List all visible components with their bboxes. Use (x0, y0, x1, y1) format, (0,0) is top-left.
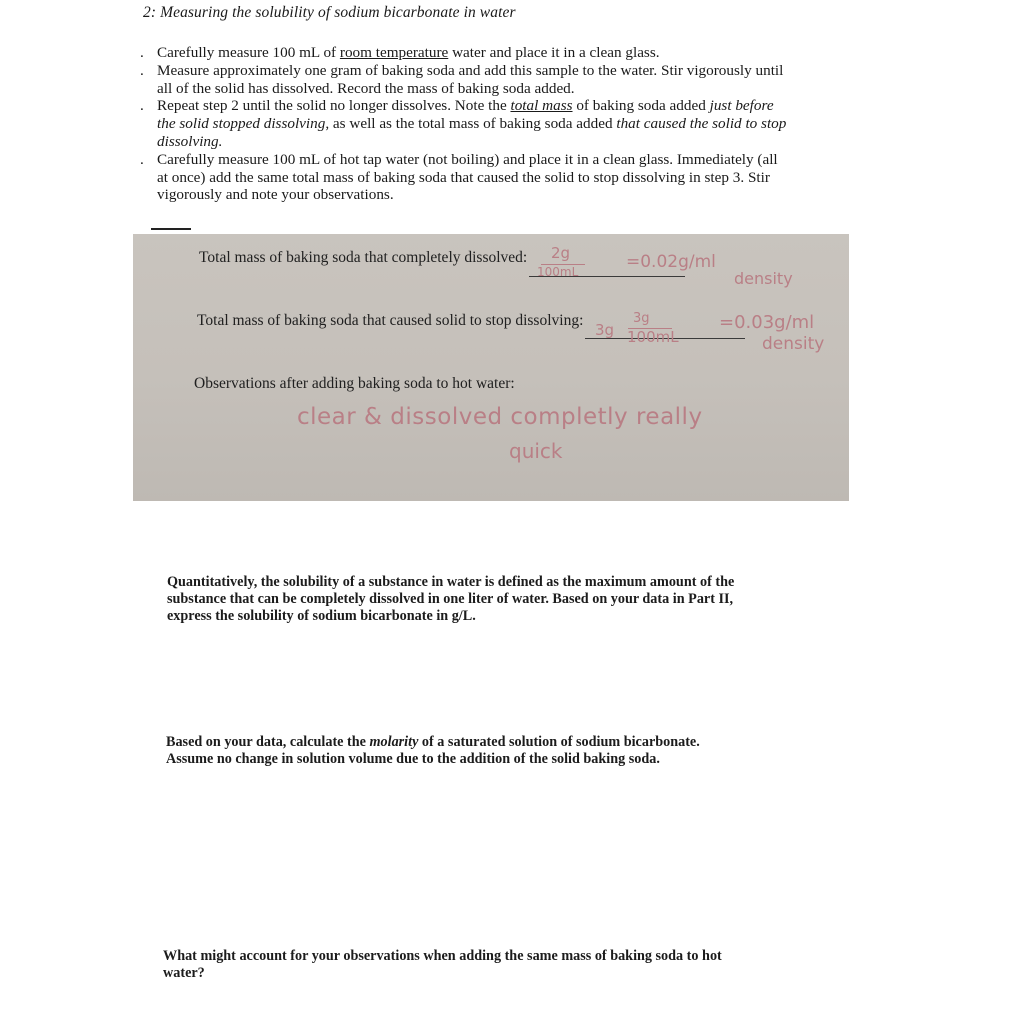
step-text-italic: just before the solid stopped dissolving (157, 97, 774, 133)
step-text: Carefully measure 100 mL of hot tap water (not boiling) and place it in a clean glass. Immediately (all at once) add the same total mass of baking soda that caused the solid to stop dissolving in step 3. Stir vigorously and note your observations. (157, 150, 778, 204)
step-text-emphasis: total mass (510, 97, 573, 115)
step-text-underlined: room temperature (339, 44, 449, 61)
handwritten-denominator: 100mL (627, 328, 679, 346)
step-text: Measure approximately one gram of baking soda and add this sample to the water. Stir vigorously until all of the solid has dissolved. Record the mass of baking soda added. (157, 61, 784, 97)
handwritten-result: =0.02g/ml (626, 252, 716, 272)
question-emphasis: molarity (369, 734, 419, 750)
stop-mass-label: Total mass of baking soda that caused solid to stop dissolving: (197, 312, 584, 329)
handwritten-numerator: 2g (551, 244, 571, 262)
section-heading: 2: Measuring the solubility of sodium bicarbonate in water (143, 4, 516, 21)
step-bullet: . (140, 97, 144, 115)
stray-mark (151, 228, 191, 230)
handwritten-note: density (762, 334, 825, 354)
handwritten-mass: 3g (595, 321, 615, 339)
step-text: Repeat step 2 until the solid no longer dissolves. Note the (157, 97, 511, 115)
handwritten-numerator: 3g (633, 311, 650, 326)
worksheet-photo (133, 224, 849, 501)
step-2 (140, 62, 790, 98)
solubility-question: Quantitatively, the solubility of a substance in water is defined as the maximum amount of the substance that can be completely dissolved in one liter of water. Based on your data in Part II, express the solubility of sodium bicarbonate in g/L. (167, 574, 735, 624)
handwritten-observation: quick (509, 439, 563, 463)
dissolved-mass-label: Total mass of baking soda that completely dissolved: (199, 249, 528, 266)
handwritten-observation: clear & dissolved completly really (297, 404, 703, 430)
step-text: Carefully measure 100 mL of (157, 44, 340, 61)
handwritten-denominator: 100mL (537, 265, 579, 279)
step-4 (140, 151, 790, 204)
step-bullet: . (140, 61, 144, 79)
molarity-question (166, 734, 740, 768)
step-bullet: . (140, 44, 144, 61)
handwritten-note: density (734, 269, 793, 288)
step-bullet: . (140, 150, 144, 168)
step-text-italic: that caused the solid to stop dissolving. (157, 115, 787, 150)
handwritten-result: =0.03g/ml (719, 312, 815, 333)
torn-edge (133, 224, 849, 234)
observations-label: Observations after adding baking soda to hot water: (194, 375, 515, 392)
step-1 (140, 44, 790, 62)
step-text: of baking soda added (572, 97, 710, 115)
hot-water-question: What might account for your observations when adding the same mass of baking soda to hot water? (163, 948, 722, 981)
step-3 (140, 97, 790, 150)
question-text: Based on your data, calculate the (166, 734, 370, 750)
procedure-steps (140, 44, 790, 204)
question-text: of a saturated solution of sodium bicarbonate. Assume no change in solution volume due to the addition of the solid baking soda. (166, 734, 700, 767)
step-text: , as well as the total mass of baking soda added (325, 115, 617, 133)
step-text: water and place it in a clean glass. (448, 44, 660, 61)
